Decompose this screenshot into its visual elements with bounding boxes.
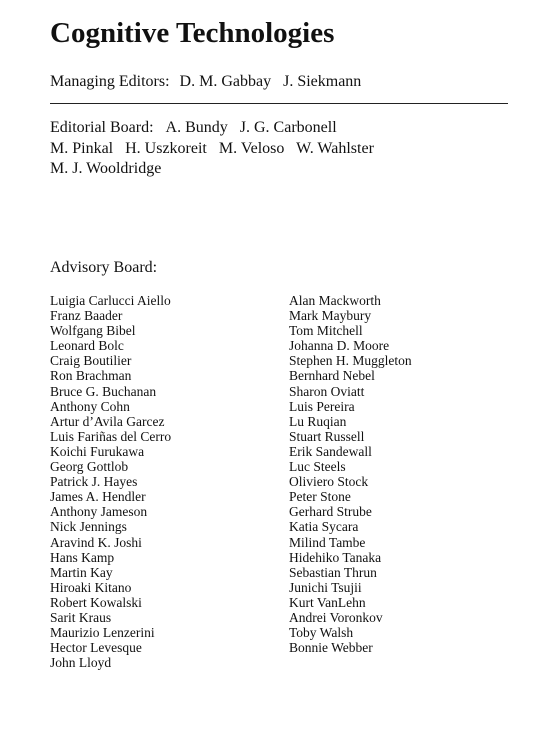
editorial-board-label: Editorial Board: [50,119,154,136]
advisory-board-member: Katia Sycara [289,519,359,535]
advisory-board-member: Sarit Kraus [50,609,112,625]
advisory-board-member: Milind Tambe [289,534,366,550]
advisory-board-member: Peter Stone [289,489,351,505]
advisory-board-member: Hiroaki Kitano [50,579,132,595]
advisory-board-member: Luc Steels [289,459,346,475]
advisory-board-member: Bruce G. Buchanan [50,383,157,399]
editorial-board-line-3: M. J. Wooldridge [50,160,162,177]
advisory-board-member: Georg Gottlob [50,459,129,475]
advisory-board-member: Leonard Bolc [50,338,124,354]
advisory-board-member: Franz Baader [50,308,123,324]
advisory-board-member: Kurt VanLehn [289,594,366,610]
advisory-board-member: Gerhard Strube [289,504,372,520]
editorial-board-line-1 [50,118,510,139]
advisory-board-member: Sharon Oviatt [289,383,365,399]
advisory-board-member: Luis Fariñas del Cerro [50,428,172,444]
advisory-board-member: Artur d’Avila Garcez [50,413,165,429]
advisory-board-member: Koichi Furukawa [50,443,145,459]
advisory-board-member: Bonnie Webber [289,640,373,656]
advisory-board-member: Andrei Voronkov [289,609,383,625]
advisory-board-right-column [289,293,412,655]
managing-editors [50,72,361,92]
advisory-board-member: Mark Maybury [289,308,372,324]
advisory-board-member: Luis Pereira [289,398,355,414]
managing-editors-label: Managing Editors: [50,73,170,90]
advisory-board-left-column [50,293,171,670]
managing-editors-names: D. M. Gabbay J. Siekmann [179,73,362,90]
advisory-board-member: Alan Mackworth [289,293,381,308]
editorial-board-names-1: A. Bundy J. G. Carbonell [165,119,337,136]
advisory-board-member: Patrick J. Hayes [50,474,138,490]
advisory-board-member: Aravind K. Joshi [50,534,142,550]
advisory-board-member: Johanna D. Moore [289,338,390,354]
advisory-board-member: Maurizio Lenzerini [50,625,155,641]
horizontal-rule [50,103,508,104]
advisory-board-member: Junichi Tsujii [289,579,362,595]
advisory-board-member: Tom Mitchell [289,323,363,339]
advisory-board-member: Stephen H. Muggleton [289,353,412,369]
editorial-board-line-2: M. Pinkal H. Uszkoreit M. Veloso W. Wahlster [50,139,374,157]
advisory-board-member: Craig Boutilier [50,353,132,369]
advisory-board-member: Nick Jennings [50,519,127,535]
advisory-board-member: Erik Sandewall [289,443,372,459]
advisory-board-member: John Lloyd [50,655,112,671]
advisory-board-label: Advisory Board: [50,259,158,276]
advisory-board-member: Anthony Cohn [50,398,130,414]
advisory-board-member: Stuart Russell [289,428,365,444]
advisory-board-member: Anthony Jameson [50,504,148,520]
advisory-board-member: Oliviero Stock [289,474,369,490]
advisory-board-member: Bernhard Nebel [289,368,375,384]
advisory-board-member: Robert Kowalski [50,594,142,610]
advisory-board-member: Luigia Carlucci Aiello [50,293,171,308]
series-title: Cognitive Technologies [50,17,335,49]
editorial-board [50,118,510,180]
advisory-board-member: Hector Levesque [50,640,142,656]
advisory-board-member: Sebastian Thrun [289,564,377,580]
advisory-board-member: Wolfgang Bibel [50,323,136,339]
advisory-board-member: Toby Walsh [289,625,354,641]
advisory-board-member: Martin Kay [50,564,113,580]
advisory-board-member: Hans Kamp [50,549,115,565]
advisory-board-member: James A. Hendler [50,489,146,505]
advisory-board-member: Ron Brachman [50,368,132,384]
advisory-board-member: Lu Ruqian [289,413,347,429]
advisory-board-member: Hidehiko Tanaka [289,549,382,565]
